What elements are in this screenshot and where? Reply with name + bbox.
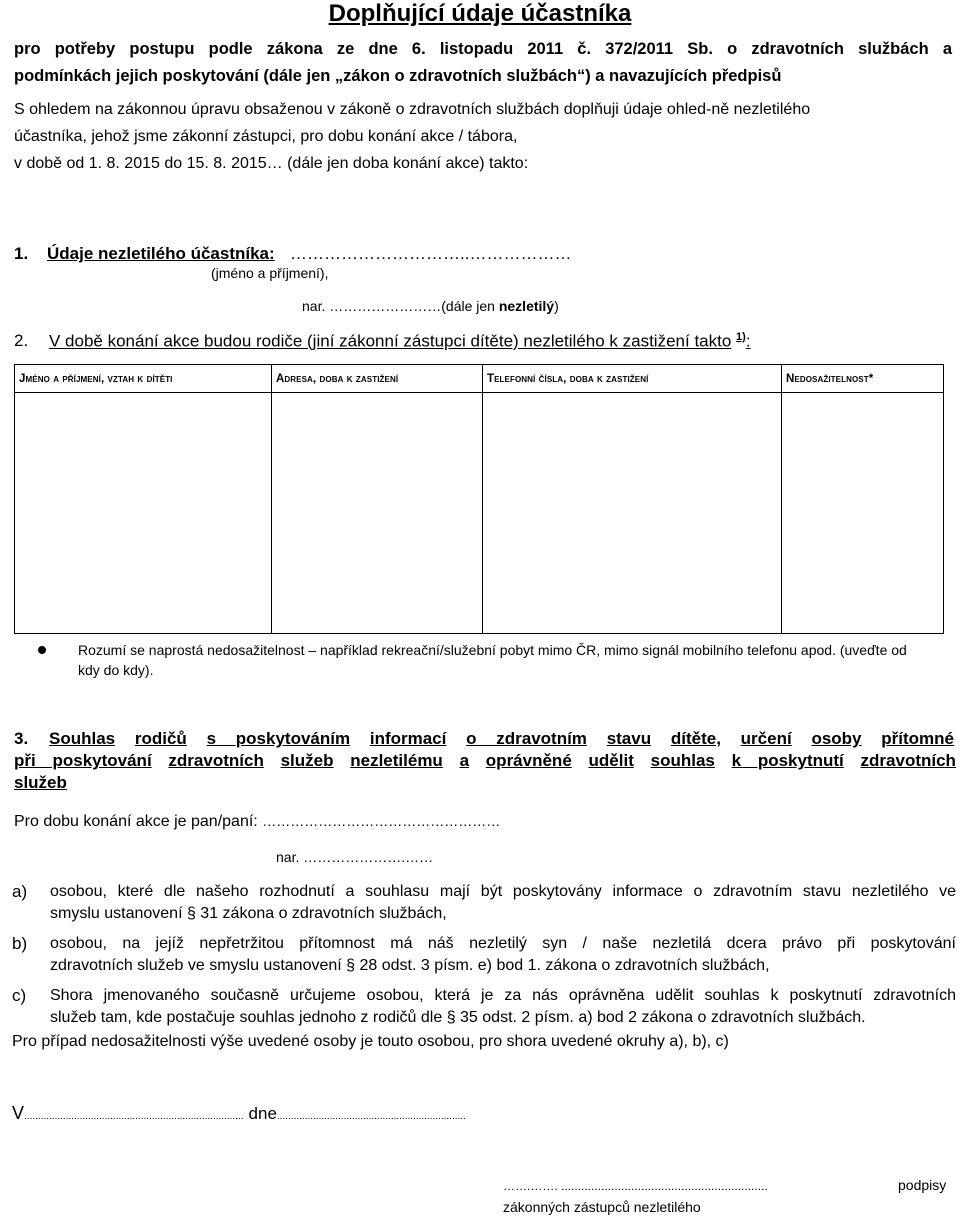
table-cell-address[interactable] (272, 393, 483, 634)
s3-word: k poskytnutí (731, 751, 844, 770)
place-dots[interactable]: ............................................................................... (24, 1111, 244, 1122)
para1-line-3: v době od 1. 8. 2015 do 15. 8. 2015… (dále jen doba konání akce) takto: (14, 155, 529, 172)
birth-suffix-bold: nezletilý (498, 298, 555, 314)
s3-word: zdravotních (860, 751, 956, 770)
option-c-line-1: Shora jmenovaného současně určujeme osobou, která je za nás oprávněna udělit souhlas k poskytnutí zdravotních (50, 987, 956, 1004)
option-b-line-1: osobou, na jejíž nepřetržitou přítomnost má náš nezletilý syn / naše nezletilá dcera právo při poskytování (50, 935, 956, 952)
table-header-address: Adresa, doba k zastižení (272, 365, 483, 393)
para1-line-2: účastníka, jehož jsme zákonní zástupci, pro dobu konání akce / tábora, (14, 128, 518, 145)
s3-word: rodičů (134, 729, 187, 748)
option-c-line-2: služeb tam, kde postačuje souhlas jednoho z rodičů dle § 35 odst. 2 písm. a) bod 2 zákona o zdravotních službách. (50, 1009, 866, 1026)
option-a-line-1: osobou, které dle našeho rozhodnutí a souhlasu mají být poskytovány informace o zdravotním stavu nezletilého ve (50, 883, 956, 900)
option-a-line-2: smyslu ustanovení § 31 zákona o zdravotních službách, (50, 905, 447, 922)
person-line (14, 813, 500, 831)
birth-prefix: nar. (302, 298, 326, 314)
section3-line-2 (14, 750, 956, 772)
table-header-row (15, 365, 944, 393)
person-dots[interactable]: …………………………………………… (262, 813, 501, 829)
section2-footnote: 1) (736, 331, 746, 343)
note-line-1: Rozumí se naprostá nedosažitelnost – například rekreační/služební pobyt mimo ČR, mimo signál mobilního telefonu apod. (uveďte od (78, 642, 907, 658)
place-date-line (12, 1103, 466, 1124)
s3-word: při poskytování (14, 751, 152, 770)
s3-word: o zdravotním (466, 729, 587, 748)
table-cell-phone[interactable] (483, 393, 782, 634)
person-birth-prefix: nar. (276, 849, 304, 865)
birth-dots: …………………… (329, 298, 442, 314)
s3-word: služeb (280, 751, 334, 770)
s3-word: s poskytováním (206, 729, 351, 748)
option-c-label: c) (12, 986, 27, 1005)
section2-number: 2. (14, 331, 29, 350)
absence-line: Pro případ nedosažitelnosti výše uvedené osoby je touto osobou, pro shora uvedené okruhy a), b), c) (12, 1033, 729, 1050)
table-row (15, 393, 944, 634)
page-title: Doplňující údaje účastníka (328, 0, 632, 27)
signature-label: podpisy (898, 1177, 947, 1193)
s3-word: určení (740, 729, 792, 748)
s3-word: zdravotních (168, 751, 264, 770)
section3-number: 3. (14, 729, 29, 748)
table-cell-name[interactable] (15, 393, 272, 634)
date-label: dne (248, 1104, 277, 1123)
bullet-icon (38, 646, 46, 654)
s3-word: souhlas (650, 751, 715, 770)
section2-label: V době konání akce budou rodiče (jiní zákonní zástupci dítěte) nezletilého k zastižení takto (49, 331, 732, 351)
s3-word: osoby (811, 729, 862, 748)
table-header-phone: Telefonní čísla, doba k zastižení (483, 365, 782, 393)
contacts-table (14, 364, 944, 634)
section1-number: 1. (14, 244, 29, 263)
birth-suffix-post: ) (554, 298, 559, 314)
s3-word: informací (369, 729, 447, 748)
person-birth-dots[interactable]: ………………….…… (303, 849, 434, 865)
date-dots[interactable]: .................................................................... (276, 1111, 466, 1122)
table-header-name: Jméno a příjmení, vztah k dítěti (15, 365, 272, 393)
section2-colon: : (745, 331, 751, 351)
section1-name-hint: (jméno a příjmení), (211, 265, 329, 281)
signature-dots[interactable]: …….……. .............................................................. (503, 1179, 768, 1193)
para1-line-1: S ohledem na zákonnou úpravu obsaženou v zákoně o zdravotních službách doplňuji údaje ohled-ně nezletilého (14, 101, 811, 118)
s3-word: udělit (588, 751, 634, 770)
person-birth (276, 849, 433, 865)
section1-name-dots: …………………………..……………… (290, 244, 572, 263)
s3-word: přítomné (881, 729, 954, 748)
option-b-line-2: zdravotních služeb ve smyslu ustanovení § 28 odst. 3 písm. e) bod 1. zákona o zdravotních službách, (50, 957, 770, 974)
place-label: V (12, 1103, 25, 1123)
section2-heading (49, 331, 751, 352)
s3-word: dítěte, (670, 729, 721, 748)
s3-word: stavu (606, 729, 652, 748)
person-label: Pro dobu konání akce je pan/paní: (14, 813, 263, 830)
signature-caption: zákonných zástupců nezletilého (503, 1199, 701, 1215)
s3-word: oprávněné (485, 751, 572, 770)
s3-word: nezletilému (350, 751, 443, 770)
intro-line-2: podmínkách jejich poskytování (dále jen „zákon o zdravotních službách“) a navazujících předpisů (14, 67, 782, 85)
table-header-unavailability: Nedosažitelnost* (782, 365, 944, 393)
section1-birth (302, 298, 559, 314)
s3-word: a (459, 751, 470, 770)
option-a-label: a) (12, 882, 28, 901)
s3-word: Souhlas (49, 729, 116, 748)
section3-line-3: služeb (14, 773, 67, 792)
option-b-label: b) (12, 934, 28, 953)
section3-line-1 (49, 728, 954, 750)
note-line-2: kdy do kdy). (78, 662, 154, 678)
table-cell-unavailability[interactable] (782, 393, 944, 634)
birth-suffix-pre: (dále jen (441, 298, 499, 314)
section1-label: Údaje nezletilého účastníka: (47, 244, 275, 263)
intro-line-1: pro potřeby postupu podle zákona ze dne 6. listopadu 2011 č. 372/2011 Sb. o zdravotních službách a (14, 40, 952, 58)
